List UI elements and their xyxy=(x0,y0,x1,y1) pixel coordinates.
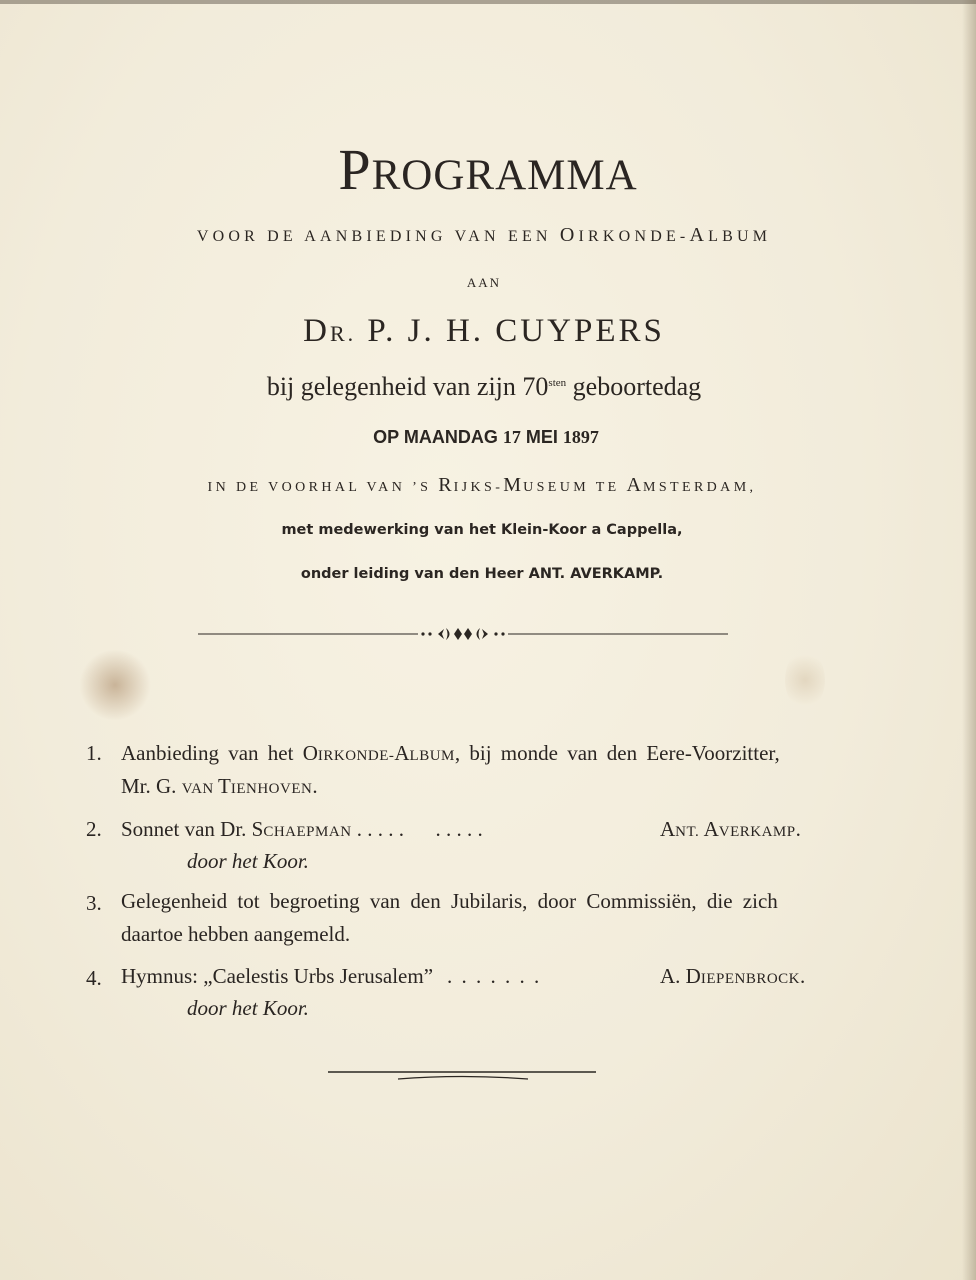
item-number: 1. xyxy=(86,741,102,765)
cooperation-line: met medewerking van het Klein-Koor a Cappella, xyxy=(281,522,683,538)
honoree-name: DR. P. J. H. CUYPERS xyxy=(303,313,665,349)
ornament-divider xyxy=(198,624,728,644)
location-line: IN DE VOORHAL VAN ’S RIJKS-MUSEUM TE AMSTERDAM, xyxy=(207,474,757,496)
list-item: Gelegenheid tot begroeting van den Jubilaris, door Commissiën, die zich xyxy=(121,889,778,913)
top-edge xyxy=(0,0,976,4)
page-title: PROGRAMMA xyxy=(338,137,638,202)
occasion-line: bij gelegenheid van zijn $70^{sten}$ geboortedag xyxy=(266,372,702,401)
end-rule xyxy=(328,1066,596,1086)
paper-stain-faint xyxy=(785,650,825,710)
paper-stain xyxy=(78,650,152,720)
date-line: OP MAANDAG 17 MEI 1897 xyxy=(373,427,599,447)
aan-line: AAN xyxy=(466,275,502,290)
subtitle: VOOR DE AANBIEDING VAN EEN OIRKONDE-ALBUM xyxy=(196,224,772,246)
performer-line: door het Koor. xyxy=(187,996,309,1020)
direction-line: onder leiding van den Heer ANT. AVERKAMP. xyxy=(300,566,664,582)
composer-name: A. DIEPENBROCK. xyxy=(660,964,806,988)
list-item: Aanbieding van het OIRKONDE-ALBUM, bij monde van den Eere-Voorzitter, xyxy=(121,741,780,765)
performer-line: door het Koor. xyxy=(187,849,309,873)
list-item-continuation: Mr. G. VAN TIENHOVEN. xyxy=(121,774,318,798)
item-number: 2. xyxy=(86,817,102,841)
list-item-continuation: daartoe hebben aangemeld. xyxy=(121,922,351,946)
item-number: 4. xyxy=(86,966,102,990)
list-item: Hymnus: „Caelestis Urbs Jerusalem” . . . . . . . xyxy=(121,964,542,988)
item-number: 3. xyxy=(86,891,102,915)
list-item: Sonnet van Dr. SCHAEPMAN . . . . . . . . . . xyxy=(121,817,483,841)
composer-name: ANT. AVERKAMP. xyxy=(660,817,801,841)
